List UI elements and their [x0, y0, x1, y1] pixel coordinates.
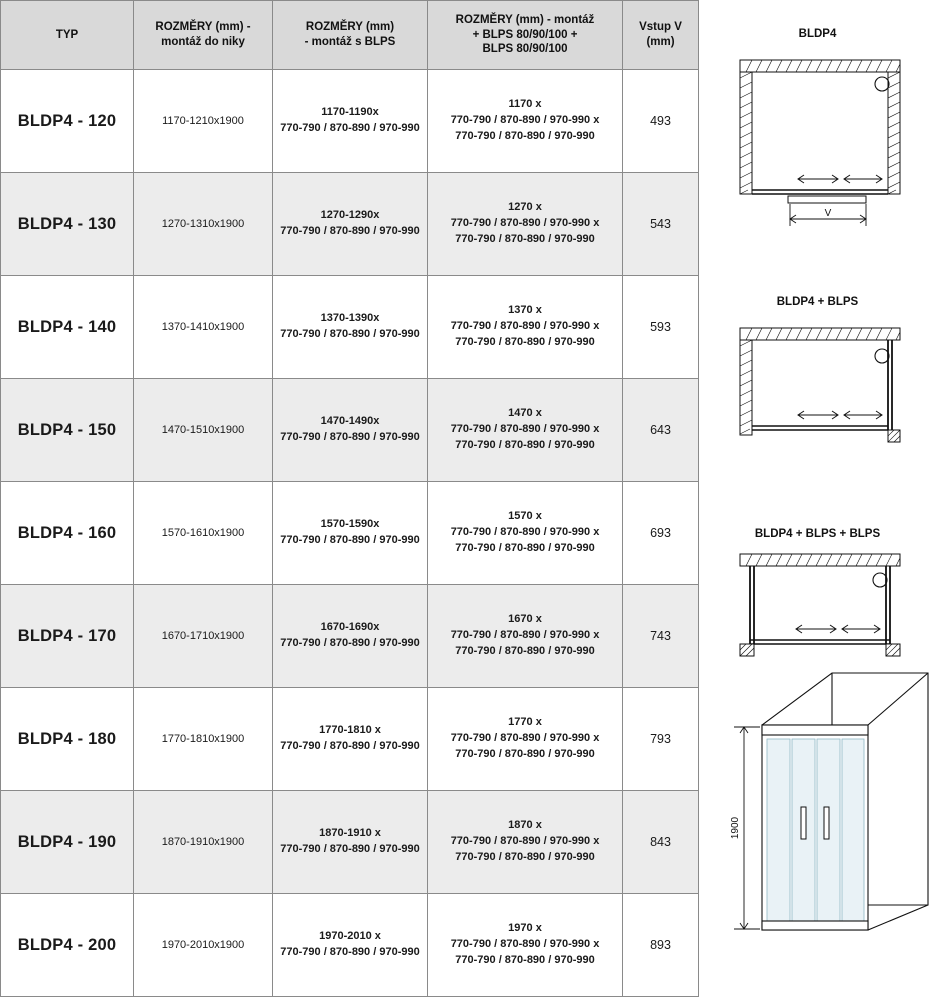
col-header-vstup — [623, 1, 699, 70]
diagram-bldp4 — [700, 28, 935, 234]
cell-blps-line2: 770-790 / 870-890 / 970-990 — [280, 637, 420, 649]
cell-vstup: 643 — [623, 379, 699, 482]
cell-blps-line2: 770-790 / 870-890 / 970-990 — [280, 431, 420, 443]
cell-vstup: 743 — [623, 585, 699, 688]
cell-blps-double-line1: 1570 x — [508, 510, 542, 523]
cell-type: BLDP4 - 150 — [1, 379, 134, 482]
cell-blps-line2: 770-790 / 870-890 / 970-990 — [280, 740, 420, 752]
cell-blps-line2: 770-790 / 870-890 / 970-990 — [280, 946, 420, 958]
cell-blps-double-line1: 1270 x — [508, 201, 542, 214]
cell-nika: 1670-1710x1900 — [134, 585, 273, 688]
cell-vstup: 593 — [623, 276, 699, 379]
cell-blps-double-line3: 770-790 / 870-890 / 970-990 — [455, 644, 595, 657]
diagram-bldp4-blps-blps-title: BLDP4 + BLPS + BLPS — [754, 528, 881, 540]
cell-type: BLDP4 - 170 — [1, 585, 134, 688]
cell-blps-double-line3: 770-790 / 870-890 / 970-990 — [455, 232, 595, 245]
cell-blps-double-line1: 1670 x — [508, 613, 542, 626]
cell-blps-double-line1: 1170 x — [508, 98, 542, 111]
cell-vstup: 493 — [623, 70, 699, 173]
diagram-bldp4-drawing — [710, 44, 925, 234]
table-row — [1, 585, 699, 688]
table-row — [1, 791, 699, 894]
cell-type: BLDP4 - 190 — [1, 791, 134, 894]
cell-vstup: 893 — [623, 894, 699, 997]
col-header-type — [1, 1, 134, 70]
cell-blps — [273, 585, 428, 688]
cell-blps-line1: 1270-1290x — [320, 209, 380, 222]
cell-blps-double — [428, 70, 623, 173]
cell-blps-double — [428, 894, 623, 997]
cell-blps-double-line3: 770-790 / 870-890 / 970-990 — [455, 541, 595, 554]
table-header-row — [1, 1, 699, 70]
col-header-blps-double-line2: + BLPS 80/90/100 + — [472, 28, 578, 41]
cell-vstup: 693 — [623, 482, 699, 585]
cell-vstup: 843 — [623, 791, 699, 894]
cell-blps-line1: 1570-1590x — [320, 518, 380, 531]
col-header-vstup-line1: Vstup V — [639, 21, 682, 34]
diagram-bldp4-blps-blps — [700, 528, 935, 669]
col-header-vstup-line2: (mm) — [646, 36, 675, 48]
diagram-bldp4-dim-label: V — [824, 208, 832, 219]
cell-blps-line2: 770-790 / 870-890 / 970-990 — [280, 534, 420, 546]
cell-blps-double-line2: 770-790 / 870-890 / 970-990 x — [450, 217, 600, 230]
diagram-perspective-drawing — [700, 655, 935, 985]
cell-blps — [273, 379, 428, 482]
cell-blps-line1: 1170-1190x — [321, 106, 379, 119]
cell-nika: 1270-1310x1900 — [134, 173, 273, 276]
cell-blps — [273, 791, 428, 894]
cell-blps — [273, 173, 428, 276]
table-row — [1, 70, 699, 173]
table-head — [1, 1, 699, 70]
cell-blps-double-line2: 770-790 / 870-890 / 970-990 x — [450, 629, 600, 642]
cell-type: BLDP4 - 180 — [1, 688, 134, 791]
cell-blps — [273, 70, 428, 173]
cell-blps-double — [428, 173, 623, 276]
cell-blps-double — [428, 688, 623, 791]
cell-blps-line1: 1470-1490x — [320, 415, 380, 428]
cell-blps — [273, 688, 428, 791]
cell-blps-double-line2: 770-790 / 870-890 / 970-990 x — [450, 423, 600, 436]
diagram-bldp4-blps-drawing — [710, 312, 925, 462]
cell-blps — [273, 482, 428, 585]
cell-nika: 1370-1410x1900 — [134, 276, 273, 379]
cell-blps-double-line3: 770-790 / 870-890 / 970-990 — [455, 335, 595, 348]
cell-blps-double-line2: 770-790 / 870-890 / 970-990 x — [450, 938, 600, 951]
cell-blps-double-line2: 770-790 / 870-890 / 970-990 x — [450, 732, 600, 745]
cell-blps-double-line1: 1470 x — [508, 407, 542, 420]
cell-vstup: 793 — [623, 688, 699, 791]
diagram-bldp4-blps-title: BLDP4 + BLPS — [776, 296, 859, 308]
cell-blps-double-line1: 1970 x — [508, 922, 542, 935]
cell-nika: 1970-2010x1900 — [134, 894, 273, 997]
cell-nika: 1470-1510x1900 — [134, 379, 273, 482]
diagram-perspective-height-label: 1900 — [730, 816, 741, 840]
col-header-nika-line2: montáž do niky — [161, 36, 245, 48]
cell-blps-line1: 1670-1690x — [320, 621, 380, 634]
cell-blps-double — [428, 482, 623, 585]
cell-nika: 1870-1910x1900 — [134, 791, 273, 894]
cell-nika: 1770-1810x1900 — [134, 688, 273, 791]
cell-blps-double-line2: 770-790 / 870-890 / 970-990 x — [450, 320, 600, 333]
diagram-bldp4-blps — [700, 296, 935, 462]
cell-vstup: 543 — [623, 173, 699, 276]
cell-nika: 1170-1210x1900 — [134, 70, 273, 173]
cell-blps-double-line3: 770-790 / 870-890 / 970-990 — [455, 850, 595, 863]
table-row — [1, 379, 699, 482]
cell-blps-line2: 770-790 / 870-890 / 970-990 — [280, 122, 420, 134]
cell-blps — [273, 276, 428, 379]
cell-blps-double-line3: 770-790 / 870-890 / 970-990 — [455, 747, 595, 760]
table-row — [1, 173, 699, 276]
cell-type: BLDP4 - 160 — [1, 482, 134, 585]
cell-blps-line1: 1370-1390x — [320, 312, 380, 325]
cell-blps-double — [428, 585, 623, 688]
cell-blps-line2: 770-790 / 870-890 / 970-990 — [280, 843, 420, 855]
cell-blps-double — [428, 379, 623, 482]
cell-blps-line1: 1970-2010 x — [319, 930, 381, 943]
cell-blps-double — [428, 276, 623, 379]
col-header-blps-double-line1: ROZMĚRY (mm) - montáž — [455, 13, 595, 26]
diagram-panel — [700, 0, 935, 1000]
cell-type: BLDP4 - 120 — [1, 70, 134, 173]
cell-blps-double-line3: 770-790 / 870-890 / 970-990 — [455, 438, 595, 451]
col-header-blps-line1: ROZMĚRY (mm) — [305, 21, 395, 34]
cell-nika: 1570-1610x1900 — [134, 482, 273, 585]
col-header-nika-line1: ROZMĚRY (mm) - — [155, 21, 251, 34]
cell-blps-double-line1: 1870 x — [508, 819, 542, 832]
cell-type: BLDP4 - 200 — [1, 894, 134, 997]
diagram-perspective — [700, 655, 935, 985]
table-row — [1, 482, 699, 585]
cell-blps-double-line2: 770-790 / 870-890 / 970-990 x — [450, 526, 600, 539]
cell-blps — [273, 894, 428, 997]
cell-blps-double-line3: 770-790 / 870-890 / 970-990 — [455, 129, 595, 142]
cell-blps-line1: 1870-1910 x — [319, 827, 381, 840]
cell-blps-double-line2: 770-790 / 870-890 / 970-990 x — [450, 835, 600, 848]
table-row — [1, 688, 699, 791]
diagram-bldp4-title: BLDP4 — [798, 28, 837, 40]
cell-blps-double — [428, 791, 623, 894]
cell-type: BLDP4 - 140 — [1, 276, 134, 379]
diagram-bldp4-blps-blps-drawing — [710, 544, 925, 669]
table-body — [1, 70, 699, 997]
col-header-blps-line2: - montáž s BLPS — [304, 36, 396, 48]
cell-blps-double-line1: 1770 x — [508, 716, 542, 729]
col-header-blps — [273, 1, 428, 70]
col-header-blps-double — [428, 1, 623, 70]
cell-type: BLDP4 - 130 — [1, 173, 134, 276]
cell-blps-double-line1: 1370 x — [508, 304, 542, 317]
table-row — [1, 894, 699, 997]
table-row — [1, 276, 699, 379]
col-header-blps-double-line3: BLPS 80/90/100 — [482, 43, 568, 56]
cell-blps-line2: 770-790 / 870-890 / 970-990 — [280, 225, 420, 237]
col-header-type-line1: TYP — [55, 28, 79, 41]
col-header-nika — [134, 1, 273, 70]
cell-blps-line2: 770-790 / 870-890 / 970-990 — [280, 328, 420, 340]
cell-blps-double-line3: 770-790 / 870-890 / 970-990 — [455, 953, 595, 966]
cell-blps-line1: 1770-1810 x — [319, 724, 381, 737]
cell-blps-double-line2: 770-790 / 870-890 / 970-990 x — [450, 114, 600, 127]
